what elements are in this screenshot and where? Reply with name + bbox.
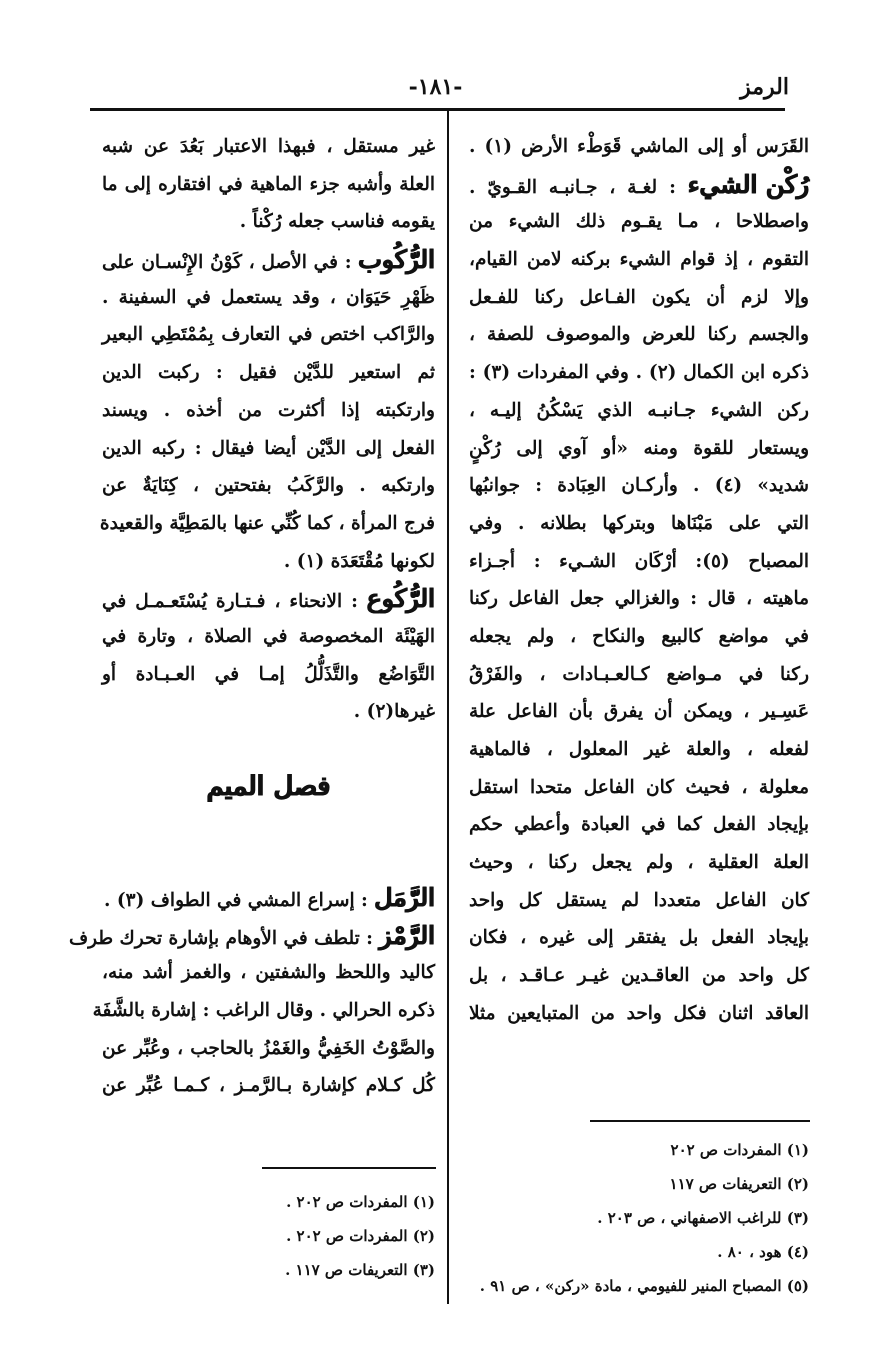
line-text: فرج المرأة ، كما كُنِّي عنها بالمَطِيَّة والقعيدة [99,512,435,534]
text-line [469,505,809,543]
text-line [469,769,809,807]
line-text: العلة وأشبه جزء الماهية في افتقاره إلى ما [102,173,435,195]
line-text: : لغـة ، جـانبـه القـويّ . [469,176,688,198]
text-line [469,693,809,731]
line-text: ركنا في مـواضع كـالعـبـادات ، والفَرْقُ [469,663,809,685]
text-line [469,806,809,844]
text-line [469,203,809,241]
line-text: غير مستقل ، فبهذا الاعتبار بَعُدَ عن شبه [102,136,435,157]
text-line [102,279,435,317]
line-text: كل واحد من العاقـدين غيـر عـاقـد ، بل [469,965,809,987]
entry-line [469,166,809,204]
line-text: بإيجاد الفعل كما في العبادة وأعطي حكم [469,814,809,836]
line-text: غيرها(٢) . [353,701,435,723]
entry-headword: الرُّكُوع [366,584,435,614]
line-text: الفعل إلى الدَّيْن أيضا فيقال : ركبه الدين [102,437,435,459]
line-text: التقوم ، إذ قوام الشيء بركنه لامن القيام، [469,249,809,271]
footnote: (٥) المصباح المنير للفيومي ، مادة «ركن» ، ص ٩١ . [479,1277,809,1295]
text-line [469,430,809,468]
text-line [102,166,435,204]
right-column [469,128,809,1033]
text-line [469,957,809,995]
entry-line [69,917,435,955]
footnotes-left [115,1185,435,1287]
text-line [102,656,435,694]
text-line [102,128,435,166]
line-text: كاليد واللحظ والشفتين ، والغمز أشد منه، [102,962,435,984]
page-title: الرمز [740,74,789,100]
section-title: فصل الميم [206,771,331,802]
column-divider [447,108,449,1304]
text-line [102,693,435,731]
line-text: وارتكبته إذا أكثرت من أخذه . ويسند [102,399,435,421]
line-text: ذكره الحرالي . وقال الراغب : إشارة بالشَّفَة [92,1000,435,1022]
line-text: ركن الشيء جـانبـه الذي يَسْكُنُ إليـه ، [469,399,809,421]
text-line [469,279,809,317]
text-line [469,241,809,279]
line-text: : إسراع المشي في الطواف (٣) . [103,890,375,911]
text-line [469,844,809,882]
line-text: ذكره ابن الكمال (٢) . وفي المفردات (٣) : [469,362,809,384]
text-line [469,995,809,1033]
text-line [469,128,809,166]
text-line [102,392,435,430]
line-text: المصباح (٥): أرْكَان الشـيء : أجـزاء [469,550,810,572]
text-line [469,618,809,656]
line-text: شديد» (٤) . وأركـان العِبَادة : جوانبُها [469,475,809,497]
line-text: : في الأصل ، كَوْنُ الإِنْسـان على [102,252,359,274]
line-text: : تلطف في الأوهام بإشارة تحرك طرف [69,927,380,949]
text-line [469,392,809,430]
page-number: -١٨١- [408,74,463,100]
entry-line [102,241,435,279]
line-text: والجسم ركنا للعرض والموصوف للصفة ، [469,324,809,346]
line-text: بإيجاد الفعل بل يفتقر إلى غيره ، فكان [469,927,809,949]
line-text: ثم استعير للدَّيْن فقيل : ركبت الدين [102,362,435,384]
text-line [469,656,809,694]
line-text: : الانحناء ، فـتـارة يُسْتَعـمـل في [102,591,367,613]
footnote: (١) المفردات ص ٢٠٢ . [286,1193,435,1211]
text-line [102,467,435,505]
entry-headword: الرُّكُوب [358,245,435,275]
text-line [469,731,809,769]
text-line [469,543,809,581]
header-rule [90,108,785,111]
entry-headword: رُكْن الشيء [687,169,809,199]
line-text: كُل كـلام كإشارة بـالرَّمـز ، كـمـا عُبِّر عن [102,1075,435,1097]
footnote: (٢) التعريفات ص ١١٧ [669,1175,809,1193]
text-line [102,1030,435,1068]
footnote-rule-left [262,1167,436,1169]
text-line [469,316,809,354]
entry-headword: الرَّمَل [374,883,435,912]
line-text: ماهيته ، قال : والغزالي جعل الفاعل ركنا [469,588,809,610]
footnote-rule-right [590,1120,810,1122]
footnote: (١) المفردات ص ٢٠٢ [670,1141,809,1159]
line-text: لكونها مُقْتَعَدَة (١) . [283,550,435,572]
text-line [102,954,435,992]
text-line [469,580,809,618]
text-line [102,618,435,656]
line-text: واصطلاحا ، مـا يقـوم ذلك الشيء من [469,211,809,233]
text-line [469,354,809,392]
line-text: في مواضع كالبيع والنكاح ، ولم يجعله [469,625,809,647]
line-text: العاقد اثنان فكل واحد من المتبايعين مثلا [469,1002,809,1024]
line-text: الهَيْئَة المخصوصة في الصلاة ، وتارة في [102,625,435,647]
text-line [102,316,435,354]
line-text: عَسِـير ، ويمكن أن يفرق بأن الفاعل علة [469,701,809,723]
entry-line [102,879,435,917]
text-line [469,467,809,505]
line-text: يقومه فناسب جعله رُكْناً . [239,211,435,233]
line-text: ظَهْرِ حَيَوَان ، وقد يستعمل في السفينة . [102,286,435,308]
line-text: ويستعار للقوة ومنه «أو آوي إلى رُكْنٍ [469,437,809,459]
text-line [99,505,435,543]
footnote: (٣) التعريفات ص ١١٧ . [285,1261,435,1279]
line-text: والرَّاكب اختص في التعارف بِمُمْتَطِي البعير [102,324,435,346]
line-text: العلة العقلية ، ولم يجعل ركنا ، وحيث [469,852,809,874]
footnotes-right [449,1133,809,1303]
left-column [69,128,435,1105]
text-line [469,882,809,920]
text-line [92,992,435,1030]
text-line [102,1067,435,1105]
footnote: (٣) للراغب الاصفهاني ، ص ٢٠٣ . [597,1209,809,1227]
line-text: كان الفاعل متعددا لم يستقل كل واحد [469,889,809,911]
footnote: (٢) المفردات ص ٢٠٢ . [286,1227,435,1245]
line-text: التي على مَبْنَاها وبتركها بطلانه . وفي [469,512,809,534]
line-text: التَّوَاضُع والتَّذَلُّلُ إمـا في العـبـادة أو [102,663,435,685]
entry-headword: الرَّمْز [379,920,435,950]
entry-line [102,580,435,618]
line-text: وإلا لزم أن يكون الفـاعل ركنا للفـعل [469,286,809,308]
footnote: (٤) هود ، ٨٠ . [717,1243,809,1261]
line-text: والصَّوْتُ الخَفِيُّ والغَمْزُ بالحاجب ، وعُبِّر عن [102,1037,435,1059]
text-line [102,354,435,392]
text-line [102,203,435,241]
text-line [469,919,809,957]
line-text: لفعله ، والعلة غير المعلول ، فالماهية [469,739,809,760]
line-text: القَرَس أو إلى الماشي قَوَطْء الأرض (١) . [469,136,809,157]
line-text: معلولة ، فحيث كان الفاعل متحدا استقل [469,776,809,798]
text-line [102,543,435,581]
line-text: وارتكبه . والرَّكَبُ بفتحتين ، كِنَايَةٌ عن [102,475,435,497]
text-line [102,430,435,468]
